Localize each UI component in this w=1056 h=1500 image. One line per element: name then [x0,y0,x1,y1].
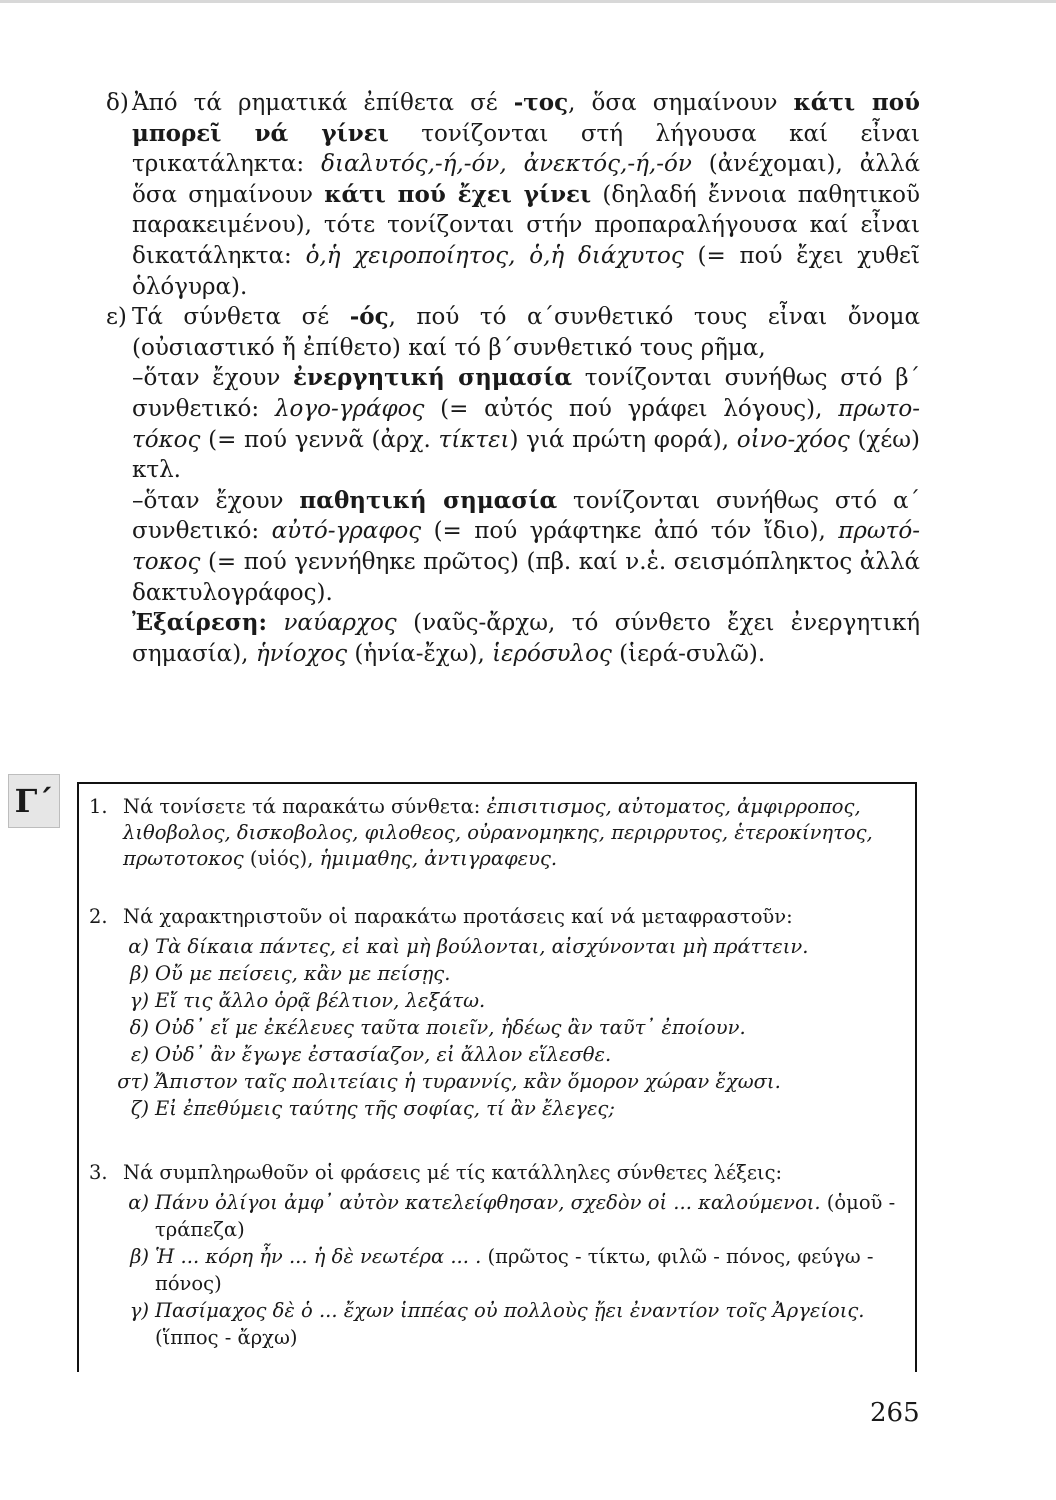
rule-d-suffix: -τος [513,89,569,116]
item-label: β) [130,962,149,985]
rule-d-example: ὁ,ἡ χειροποίητος, ὁ,ἡ διάχυτος [305,242,684,269]
exercise-instruction: Νά τονίσετε τά παρακάτω σύνθετα: [123,795,487,818]
item-text: Εἰ ἐπεθύμεις ταύτης τῆς σοφίας, τί ἂν ἔλεγες; [155,1097,615,1120]
rule-e-example: ἱερόσυλος [492,640,612,667]
rule-e-label: ε) [106,304,127,331]
rule-e-example: λογο-γράφος [274,395,425,422]
item-label: α) [128,1191,149,1214]
item-label: δ) [129,1016,149,1039]
list-item [89,1189,909,1243]
list-item [89,1297,909,1351]
item-label: ε) [130,1043,149,1066]
rule-e-example: ἡνίοχος [255,640,348,667]
rule-e-text: Τά σύνθετα σέ [132,304,350,331]
item-label: β) [130,1245,149,1268]
item-label: ζ) [130,1097,149,1120]
exercise-instruction: Νά συμπληρωθοῦν οἱ φράσεις μέ τίς κατάλληλες σύνθετες λέξεις: [123,1161,783,1184]
rule-e-text: (= αὐτός πού γράφει λόγους), [424,395,839,422]
rule-e-text: (χέω) κτλ. [132,426,920,484]
rule-d-label: δ) [106,90,129,116]
rule-d-text: τονίζονται στή λήγουσα καί εἶναι τρικατάληκτα: [132,120,920,178]
rule-e-text: (= πού γράφτηκε ἀπό τόν ἴδιο), [421,518,839,545]
item-hint: (ὁμοῦ - τράπεζα) [155,1191,896,1241]
rule-d-text: , ὅσα σημαίνουν [568,90,794,116]
rule-e-exception [132,608,920,669]
exercise-3-items [89,1189,909,1351]
list-item [89,1041,909,1068]
rule-e-text: –ὅταν ἔχουν [132,487,300,514]
exercise-2-items [89,933,909,1122]
rule-e-text: (= πού γεννᾶ (ἀρχ. [200,426,439,453]
list-item [89,1068,909,1095]
item-text: Οὔ με πείσεις, κἂν με πείσῃς. [155,962,451,985]
item-hint: (ἵππος - ἄρχω) [155,1326,298,1349]
list-item [89,1243,909,1297]
rule-e-text: (ἡνία-ἔχω), [347,640,493,667]
item-hint: (πρῶτος - τίκτω, φιλῶ - πόνος, φεύγω - πόνος) [155,1245,874,1295]
exercise-instruction: Νά χαρακτηριστοῦν οἱ παρακάτω προτάσεις καί νά μεταφραστοῦν: [123,905,793,928]
rule-e-emphasis: παθητική σημασία [299,486,558,514]
exercise-number: 3. [89,1161,108,1184]
item-text: Τὰ δίκαια πάντες, εἰ καὶ μὴ βούλονται, αἰσχύνονται μὴ πράττειν. [155,935,809,958]
rule-e-text: (ἱερά-συλῶ). [611,640,766,667]
item-label: στ) [117,1070,149,1093]
rule-e-text: τονίζονται συνήθως στό β΄ συνθετικό: [132,365,920,422]
rule-e-example: αὐτό-γραφος [271,518,422,545]
rule-d-text: (ἀνέχομαι), ἀλλά ὅσα σημαίνουν [132,151,920,208]
rule-d-text: (δηλαδή ἔννοια παθητικοῦ παρακειμένου), τότε τονίζονται στήν προπαραλήγουσα καί εἶναι δικατάληκτα: [132,181,920,269]
grammar-rules [90,88,920,669]
rule-e-text: (ναῦς-ἄρχω, τό σύνθετο ἔχει ἐνεργητική σημασία), [132,610,920,667]
item-text: Ἄπιστον ταῖς πολιτείαις ἡ τυραννίς, κἂν ὅμορον χώραν ἔχωσι. [155,1070,781,1093]
rule-e-example: ναύαρχος [267,610,397,637]
rule-d-text: Ἀπό τά ρηματικά ἐπίθετα σέ [132,90,514,116]
rule-e-active [132,363,920,485]
exercise-number: 2. [89,905,108,928]
scan-edge-line [0,0,1056,3]
rule-d-emphasis: κάτι πού μπορεῖ νά γίνει [132,89,920,147]
rule-e-example: οἰνο-χόος [736,426,850,453]
exercises-box [77,782,917,1372]
exercise-2 [89,904,909,1122]
list-item [89,960,909,987]
exercise-3 [89,1160,909,1351]
rule-d [90,88,920,302]
item-label: γ) [129,1299,149,1322]
rule-e-emphasis: ἐνεργητική σημασία [293,364,573,392]
exercise-words: ἡμιμαθης, ἀντιγραφευς. [319,847,558,870]
rule-e-suffix: -ός [349,303,389,331]
item-text: Πασίμαχος δὲ ὁ ... ἔχων ἱππέας οὐ πολλοὺς ᾔει ἐναντίον τοῖς Ἀργείοις. [155,1299,865,1322]
item-label: α) [128,935,149,958]
rule-d-example: διαλυτός,-ή,-όν, ἀνεκτός,-ή,-όν [321,151,692,178]
exercise-text: (υἱός), [243,847,320,870]
exercise-1 [89,794,909,872]
item-text: Οὐδ᾽ εἴ με ἐκέλευες ταῦτα ποιεῖν, ἡδέως ἂν ταῦτ᾽ ἐποίουν. [155,1016,746,1039]
rule-e-text: ) γιά πρώτη φορά), [509,426,737,453]
list-item [89,1095,909,1122]
exception-label: Ἐξαίρεση: [132,609,268,637]
rule-e-text: , πού τό α΄συνθετικό τους εἶναι ὄνομα (οὐσιαστικό ἤ ἐπίθετο) καί τό β΄συνθετικό τους ρῆμα, [132,304,920,361]
page-number: 265 [870,1398,920,1428]
rule-e-passive [132,486,920,608]
rule-e-example: πρωτο-τόκος [132,395,921,453]
rule-e-example: πρωτό-τοκος [132,518,920,575]
list-item [89,1014,909,1041]
item-label: γ) [129,989,149,1012]
item-text: Ἡ ... κόρη ἦν ... ἡ δὲ νεωτέρα ... . [155,1245,482,1268]
list-item [89,987,909,1014]
rule-d-emphasis: κάτι πού ἔχει γίνει [324,180,592,208]
rule-d-text: (= πού ἔχει χυθεῖ ὁλόγυρα). [132,242,920,300]
exercise-number: 1. [89,795,108,818]
rule-e-text: τονίζονται συνήθως στό α΄ συνθετικό: [132,487,920,545]
rule-e-text: –ὅταν ἔχουν [132,365,294,392]
item-text: Εἴ τις ἄλλο ὁρᾷ βέλτιον, λεξάτω. [155,989,486,1012]
list-item [89,933,909,960]
item-text: Οὐδ᾽ ἂν ἔγωγε ἐστασίαζον, εἰ ἄλλον εἵλεσθε. [155,1043,612,1066]
rule-e-text: (= πού γεννήθηκε πρῶτος) (πβ. καί ν.ἑ. σεισμόπληκτος ἀλλά δακτυλογράφος). [132,548,920,606]
item-text: Πάνυ ὀλίγοι ἀμφ᾽ αὐτὸν κατελείφθησαν, σχεδὸν οἱ ... καλούμενοι. [155,1191,821,1214]
exercise-1-body [89,794,909,872]
rule-e [90,302,920,669]
rule-e-example: τίκτει [438,426,510,453]
section-marker: Γ΄ [8,774,60,828]
exercise-words: ἐπισιτισμος, αὐτοματος, ἀμφιρροπος, λιθοβολος, δισκοβολος, φιλοθεος, οὐρανομηκης, περιρρυτος, ἑτεροκίνητος, πρωτοτοκος [123,795,873,870]
